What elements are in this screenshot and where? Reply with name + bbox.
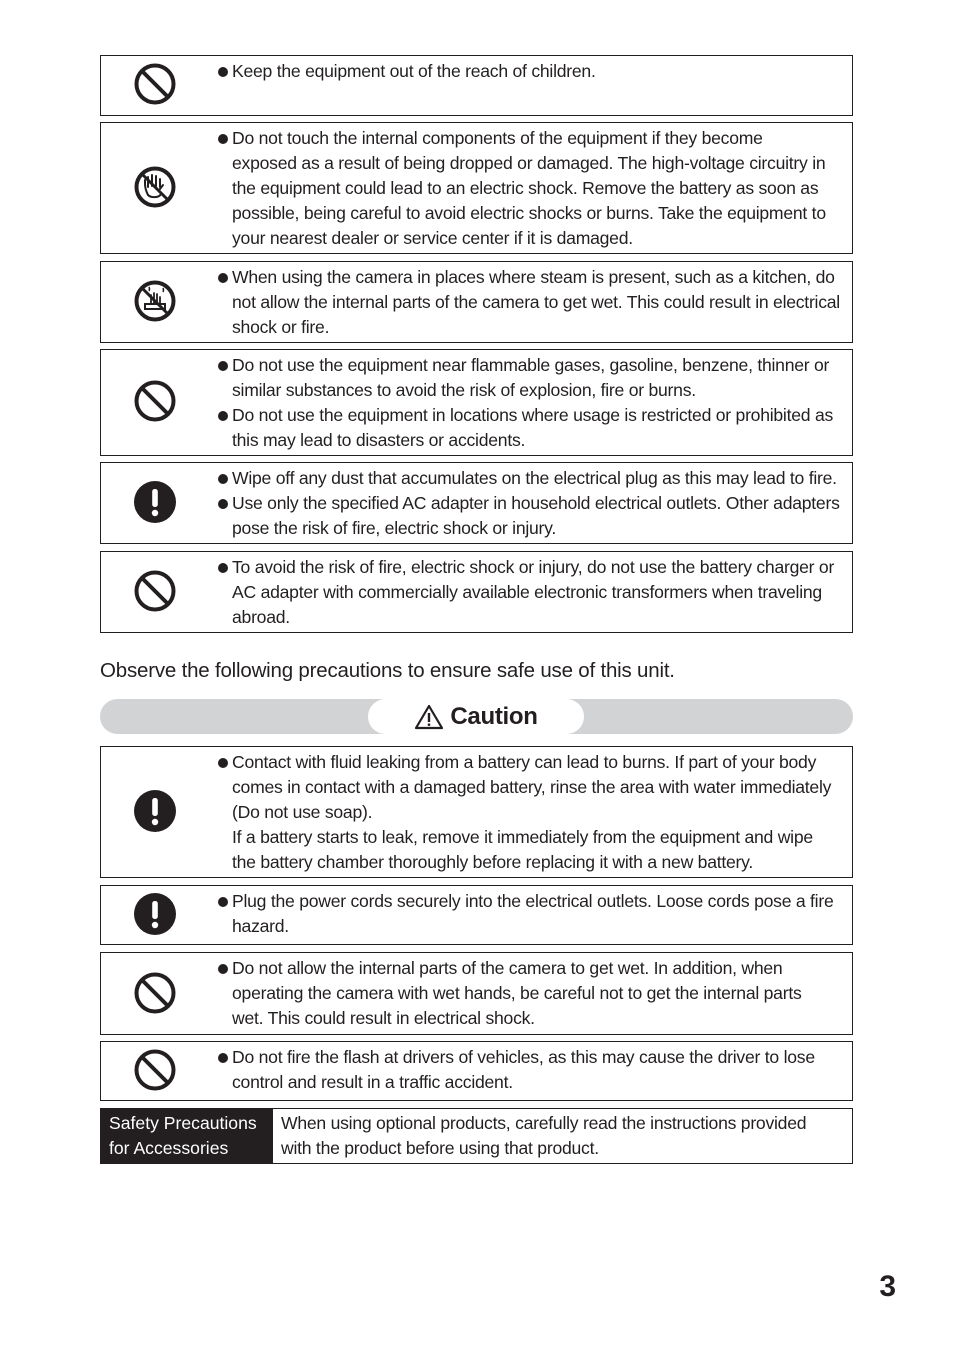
do-not-touch-icon bbox=[133, 165, 177, 209]
bullet-item: Keep the equipment out of the reach of children. bbox=[217, 59, 846, 84]
accessories-body: When using optional products, carefully read the instructions provided with the product before using that product. bbox=[281, 1113, 807, 1158]
caution-box-flash-drivers bbox=[100, 1041, 853, 1101]
caution-box-battery-leak bbox=[100, 746, 853, 878]
prohibition-icon bbox=[133, 1048, 177, 1092]
bullet-item: Plug the power cords securely into the electrical outlets. Loose cords pose a fire hazard. bbox=[217, 889, 846, 939]
caution-label bbox=[368, 699, 584, 734]
bullet-item: When using the camera in places where steam is present, such as a kitchen, do not allow the internal parts of the camera to get wet. This could result in electrical shock or fire. bbox=[217, 265, 846, 340]
observe-precautions-heading: Observe the following precautions to ensure safe use of this unit. bbox=[100, 659, 675, 682]
warning-box-internal-components bbox=[100, 122, 853, 254]
accessories-heading: Safety Precautions for Accessories bbox=[101, 1109, 273, 1163]
caution-box-wet-parts bbox=[100, 952, 853, 1035]
warning-box-flammable bbox=[100, 349, 853, 456]
caution-title: Caution bbox=[450, 702, 538, 730]
mandatory-action-icon bbox=[133, 789, 177, 833]
warning-box-ac-adapter bbox=[100, 462, 853, 544]
bullet-item: Do not use the equipment near flammable gases, gasoline, benzene, thinner or similar substances to avoid the risk of explosion, fire or burns. bbox=[217, 353, 846, 403]
prohibition-icon bbox=[133, 569, 177, 613]
no-wet-hands-icon bbox=[133, 279, 177, 323]
prohibition-icon bbox=[133, 971, 177, 1015]
warning-triangle-icon bbox=[414, 704, 444, 730]
bullet-item: Do not touch the internal components of the equipment if they become exposed as a result of being dropped or damaged. The high-voltage circuitry in the equipment could lead to an electric shock. Remove the battery as soon as possible, being careful to avoid electric shocks or burns. Take the equipment to your nearest dealer or service center if it is damaged. bbox=[217, 126, 846, 251]
warning-box-transformers bbox=[100, 551, 853, 633]
bullet-item: Do not fire the flash at drivers of vehicles, as this may cause the driver to lose control and result in a traffic accident. bbox=[217, 1045, 846, 1095]
mandatory-action-icon bbox=[133, 892, 177, 936]
bullet-item: Do not use the equipment in locations where usage is restricted or prohibited as this may lead to disasters or accidents. bbox=[217, 403, 846, 453]
bullet-item: Wipe off any dust that accumulates on the electrical plug as this may lead to fire. bbox=[217, 466, 846, 491]
prohibition-icon bbox=[133, 62, 177, 106]
bullet-item: To avoid the risk of fire, electric shock or injury, do not use the battery charger or AC adapter with commercially available electronic transformers when traveling abroad. bbox=[217, 555, 846, 630]
warning-box-steam bbox=[100, 261, 853, 343]
page-number: 3 bbox=[879, 1270, 896, 1303]
warning-box-children bbox=[100, 55, 853, 116]
bullet-item: Do not allow the internal parts of the camera to get wet. In addition, when operating the camera with wet hands, be careful not to get the internal parts wet. This could result in electrical shock. bbox=[217, 956, 846, 1031]
mandatory-action-icon bbox=[133, 480, 177, 524]
caution-box-power-cords bbox=[100, 885, 853, 945]
bullet-item: Contact with fluid leaking from a battery can lead to burns. If part of your body comes in contact with a damaged battery, rinse the area with water immediately (Do not use soap). If a battery starts to leak, remove it immediately from the equipment and wipe the battery chamber thoroughly before replacing it with a new battery. bbox=[217, 750, 846, 875]
bullet-item: Use only the specified AC adapter in household electrical outlets. Other adapters pose the risk of fire, electric shock or injury. bbox=[217, 491, 846, 541]
accessories-safety-box bbox=[100, 1108, 853, 1164]
prohibition-icon bbox=[133, 379, 177, 423]
